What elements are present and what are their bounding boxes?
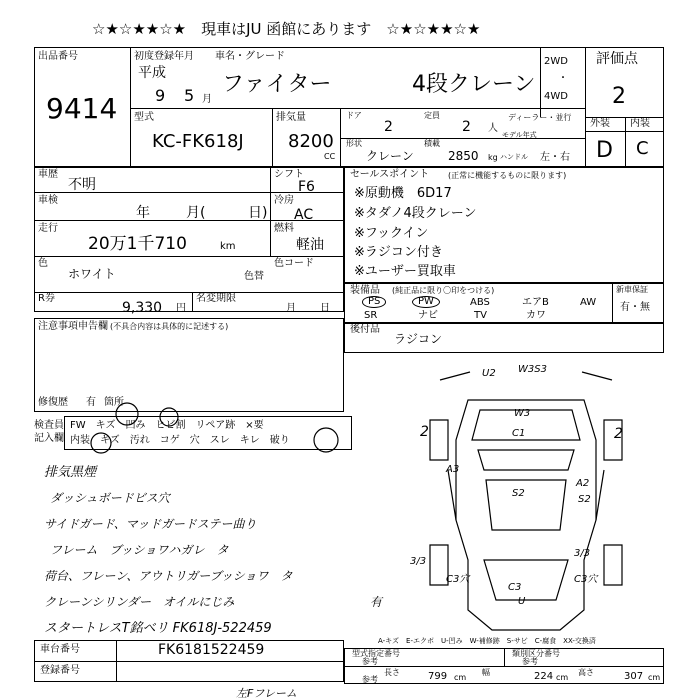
comment-2: ダッシュボードビス穴 — [50, 491, 170, 505]
height-unit: cm — [648, 673, 661, 682]
capacity-unit: 人 — [488, 123, 498, 134]
frame-label: 車台番号 — [40, 644, 80, 655]
recycle-unit: 円 — [176, 303, 186, 314]
mark-w3s3: W3S3 — [518, 364, 547, 375]
mark-w3: W3 — [514, 408, 531, 419]
capacity-label: 定員 — [424, 111, 440, 120]
comment-5: 荷台、フレーン、アウトリガーブッショワ タ — [44, 569, 293, 583]
comment-6: クレーンシリンダー オイルにじみ — [44, 595, 235, 609]
interior-label: 内装 — [630, 118, 650, 129]
score-label: 評価点 — [596, 51, 638, 67]
model-label: 型式 — [134, 112, 154, 123]
width-value: 224 — [534, 671, 554, 682]
interior-value: C — [636, 138, 649, 159]
lot-label: 出品番号 — [38, 51, 78, 62]
aftermarket-label: 後付品 — [350, 324, 380, 335]
mark-c1: C1 — [512, 428, 526, 439]
handle-label: ハンドル — [500, 153, 528, 161]
mark-c3-hole-left: C3穴 — [446, 574, 470, 585]
doors-label: ドア — [346, 111, 362, 120]
height-label: 高さ — [578, 668, 594, 677]
recycle-label: R券 — [38, 293, 55, 304]
mark-s2-b: S2 — [578, 494, 591, 505]
shape-label: 形状 — [346, 139, 362, 148]
notes-note: (不具合内容は具体的に記述する) — [110, 322, 229, 331]
inspector-row-1: FW キズ 凹み ヒビ割 リペア跡 ×要 — [70, 420, 264, 431]
equip-airbag: エアB — [522, 297, 549, 308]
sales-item-1: ※原動機 6D17 — [354, 186, 452, 201]
mark-c3-hole-right: C3穴 — [574, 574, 598, 585]
reg-year: 9 — [155, 86, 166, 105]
modelyear-note: モデル年式 — [502, 131, 537, 139]
equipment-note: (純正品に限り〇印をつける) — [392, 286, 495, 295]
width-label: 幅 — [482, 668, 490, 677]
equip-abs: ABS — [470, 297, 490, 308]
equip-leather: カワ — [526, 310, 546, 321]
color-label: 色 — [38, 258, 48, 269]
load-unit: kg — [488, 153, 498, 162]
lot-number: 9414 — [46, 92, 118, 125]
doors-value: 2 — [384, 119, 393, 135]
shift-value: F6 — [298, 179, 315, 195]
sales-note: (正常に機能するものに限ります) — [448, 171, 567, 180]
notes-label: 注意事項申告欄 — [38, 321, 108, 332]
ref-3: 参考 — [362, 675, 378, 684]
equip-pw: PW — [412, 296, 440, 308]
era: 平成 — [138, 65, 166, 81]
nameplate-day: 日 — [320, 303, 330, 314]
color-change-label: 色替 — [244, 271, 264, 282]
car-name-label: 車名・グレード — [215, 51, 285, 62]
repair-unit: 箇所 — [104, 397, 124, 408]
mark-33-right: 3/3 — [574, 548, 591, 559]
mark-33-left: 3/3 — [410, 556, 427, 567]
comment-3: サイドガード、マッドガードステー曲り — [44, 517, 257, 531]
color-value: ホワイト — [68, 267, 116, 281]
car-grade: 4段クレーン — [412, 72, 536, 97]
mark-yes: 有 — [370, 595, 383, 609]
sales-label: セールスポイント — [350, 169, 430, 180]
comment-7: スタートレスT銘ベリ FK618J-522459 — [44, 621, 272, 636]
fuel-value: 軽油 — [296, 237, 324, 253]
repair-value: 有 — [86, 397, 96, 408]
handle-value: 左・右 — [540, 152, 570, 163]
inspector-label-2: 記入欄 — [34, 433, 64, 444]
mark-a2: A2 — [576, 478, 590, 489]
equipment-label: 装備品 — [350, 285, 380, 296]
history-value: 不明 — [68, 177, 96, 193]
height-value: 307 — [624, 671, 644, 682]
damage-legend: A-キズ E-エクボ U-凹み W-補修跡 S-サビ C-腐食 XX-交換済 — [378, 637, 596, 645]
sales-item-4: ※ラジコン付き — [354, 245, 443, 260]
insp-day-unit: 日) — [248, 205, 268, 221]
repair-label: 修復歴 — [38, 397, 68, 408]
displacement-unit: CC — [324, 152, 336, 161]
model-value: KC-FK618J — [152, 131, 244, 152]
exterior-value: D — [596, 138, 613, 163]
equip-sr: SR — [364, 310, 378, 321]
sales-item-3: ※フックイン — [354, 226, 429, 241]
banner: ☆★☆★★☆★ 現車はJU 函館にあります ☆★☆★★☆★ — [92, 20, 481, 38]
shift-label: シフト — [274, 169, 304, 180]
mark-2-left: 2 — [420, 424, 429, 440]
nameplate-label: 名変期限 — [196, 293, 236, 304]
width-unit: cm — [556, 673, 569, 682]
dealer-note: ディーラー・並行 — [508, 113, 572, 122]
mileage-value: 20万1千710 — [88, 234, 187, 254]
mark-2-right: 2 — [614, 426, 623, 442]
equip-tv: TV — [474, 310, 487, 321]
mileage-unit: km — [220, 241, 236, 252]
sales-item-2: ※タダノ4段クレーン — [354, 206, 477, 221]
displacement-label: 排気量 — [276, 112, 306, 123]
equip-aw: AW — [580, 297, 597, 308]
nameplate-month: 月 — [286, 303, 296, 314]
insp-month-unit: 月( — [186, 205, 206, 221]
comment-4: フレーム ブッショワハガレ タ — [50, 543, 229, 557]
ac-value: AC — [294, 207, 314, 223]
inspector-row-2: 内装 キズ 汚れ コゲ 穴 スレ キレ 破り — [70, 435, 290, 446]
car-name: ファイター — [222, 72, 332, 97]
mark-u2: U2 — [482, 368, 496, 379]
history-label: 車歴 — [38, 169, 58, 180]
recycle-value: 9,330 — [122, 300, 163, 316]
frame-value: FK6181522459 — [158, 642, 265, 658]
insp-year-unit: 年 — [136, 205, 150, 221]
length-unit: cm — [454, 673, 467, 682]
load-label: 積載 — [424, 139, 440, 148]
ac-label: 冷房 — [274, 195, 294, 206]
fuel-label: 燃料 — [274, 223, 294, 234]
inspector-label-1: 検査員 — [34, 420, 64, 431]
mileage-label: 走行 — [38, 223, 58, 234]
color-code-label: 色コード — [274, 258, 314, 269]
drive-sep: ・ — [558, 73, 568, 84]
registration-no-label: 登録番号 — [40, 665, 80, 676]
sales-item-5: ※ユーザー買取車 — [354, 264, 456, 279]
capacity-value: 2 — [462, 119, 471, 135]
shape-value: クレーン — [366, 149, 414, 163]
exterior-label: 外装 — [590, 118, 610, 129]
bottom-note: 左Fフレーム — [236, 687, 297, 700]
class-label: 類別区分番号 — [512, 649, 560, 658]
comment-1: 排気黒煙 — [44, 465, 97, 480]
drive-4wd: 4WD — [544, 91, 568, 102]
displacement-value: 8200 — [288, 131, 334, 152]
length-value: 799 — [428, 671, 448, 682]
mark-a3: A3 — [446, 464, 460, 475]
mark-c3: C3 — [508, 582, 522, 593]
equip-ps: PS — [362, 296, 386, 308]
reg-month-unit: 月 — [202, 94, 212, 105]
aftermarket-value: ラジコン — [394, 332, 443, 346]
length-label: 長さ — [384, 668, 400, 677]
drive-2wd: 2WD — [544, 56, 568, 67]
newcar-value: 有・無 — [620, 302, 650, 313]
mark-s2-a: S2 — [512, 488, 525, 499]
reg-month: 5 — [184, 86, 195, 105]
mark-u: U — [518, 596, 526, 607]
inspection-label: 車検 — [38, 195, 58, 206]
score-value: 2 — [612, 84, 626, 109]
ref-2: 参考 — [522, 657, 538, 666]
registration-label: 初度登録年月 — [134, 51, 194, 62]
equip-navi: ナビ — [418, 310, 438, 321]
ref-1: 参考 — [362, 657, 378, 666]
load-value: 2850 — [448, 149, 479, 163]
model-designation-label: 型式指定番号 — [352, 649, 400, 658]
newcar-label: 新車保証 — [616, 285, 648, 294]
